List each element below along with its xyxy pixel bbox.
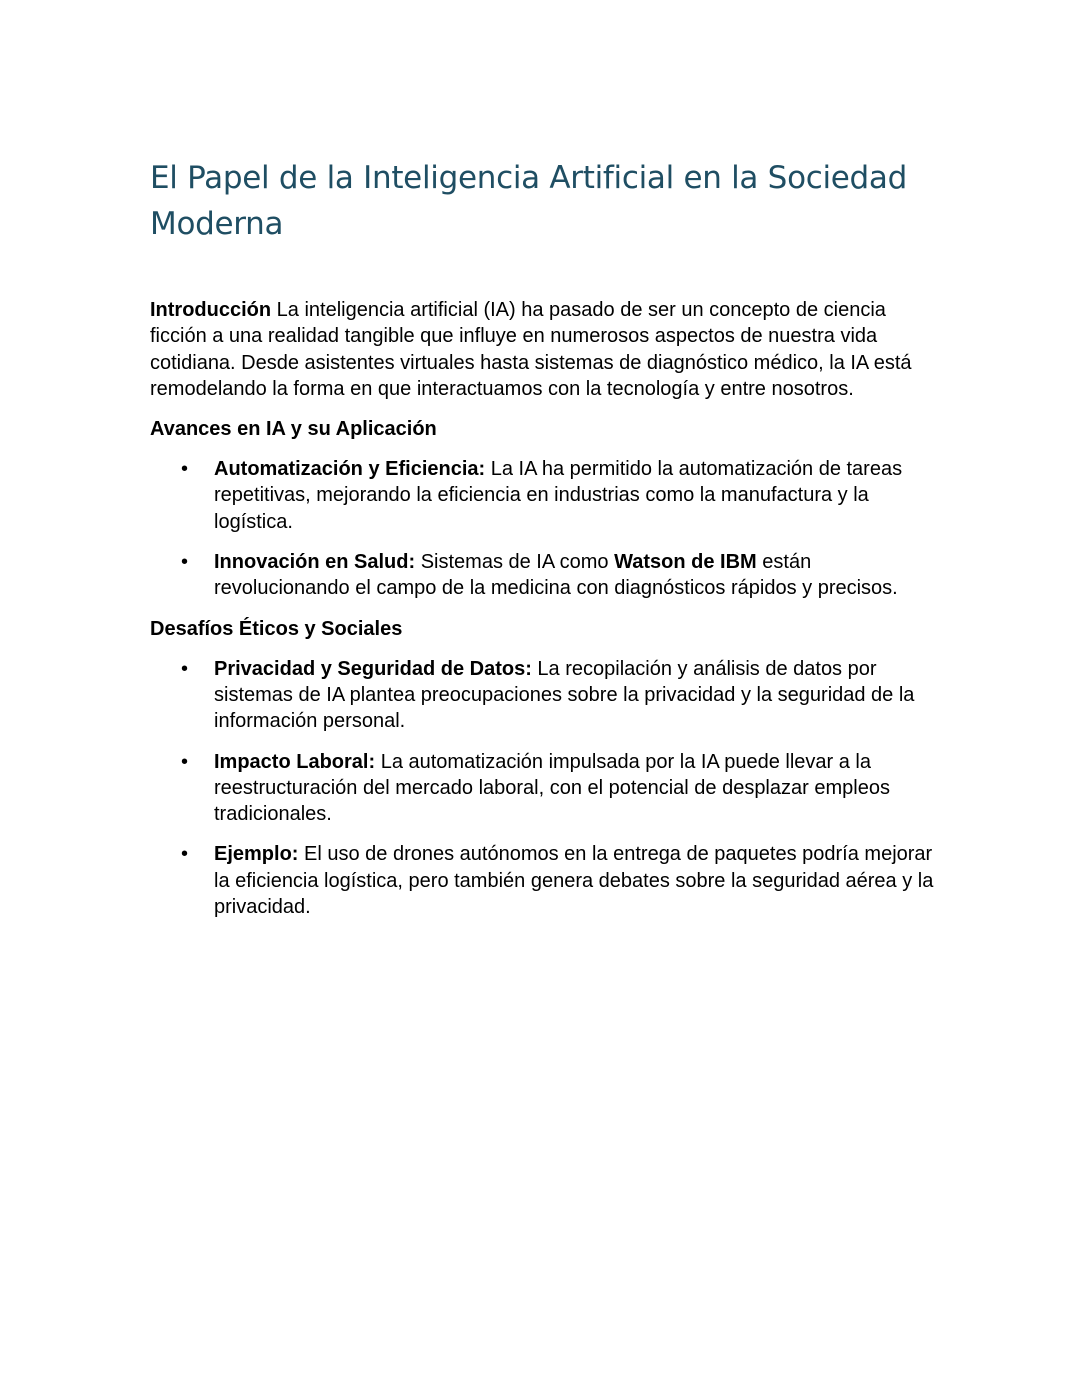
item-label: Innovación en Salud: bbox=[214, 551, 416, 574]
list-item bbox=[150, 656, 940, 735]
document-title: El Papel de la Inteligencia Artificial en la Sociedad Moderna bbox=[150, 160, 908, 242]
intro-paragraph bbox=[150, 297, 940, 402]
item-text: La automatización impulsada por la IA puede llevar a la reestructuración del mercado laboral, con el potencial de desplazar empleos tradicionales. bbox=[214, 750, 890, 826]
item-label: Privacidad y Seguridad de Datos: bbox=[214, 657, 532, 680]
item-text: El uso de drones autónomos en la entrega de paquetes podría mejorar la eficiencia logística, pero también genera debates sobre la seguridad aérea y la privacidad. bbox=[214, 843, 934, 919]
item-text: La recopilación y análisis de datos por sistemas de IA plantea preocupaciones sobre la privacidad y la seguridad de la información personal. bbox=[214, 657, 915, 733]
list-avances bbox=[150, 456, 940, 601]
intro-text: La inteligencia artificial (IA) ha pasado de ser un concepto de ciencia ficción a una realidad tangible que influye en numerosos aspectos de nuestra vida cotidiana. Desde asistentes virtuales hasta sistemas de diagnóstico médico, la IA está remodelando la forma en que interactuamos con la tecnología y entre nosotros. bbox=[150, 299, 912, 400]
section-heading-avances: Avances en IA y su Aplicación bbox=[150, 418, 437, 441]
list-item bbox=[150, 841, 940, 920]
item-text: La IA ha permitido la automatización de tareas repetitivas, mejorando la eficiencia en industrias como la manufactura y la logística. bbox=[214, 458, 903, 533]
item-label: Automatización y Eficiencia: bbox=[214, 458, 486, 481]
intro-label: Introducción bbox=[150, 299, 272, 321]
list-item bbox=[150, 456, 940, 535]
document-page bbox=[150, 155, 940, 920]
section-heading-desafios: Desafíos Éticos y Sociales bbox=[150, 617, 403, 640]
item-label: Impacto Laboral: bbox=[214, 750, 376, 773]
bullet-icon: • bbox=[181, 750, 189, 773]
list-desafios bbox=[150, 656, 940, 921]
bullet-icon: • bbox=[181, 458, 189, 481]
item-label: Ejemplo: bbox=[214, 843, 299, 866]
bullet-icon: • bbox=[181, 551, 189, 574]
item-bold-inline: Watson de IBM bbox=[614, 551, 757, 574]
bullet-icon: • bbox=[181, 843, 189, 866]
item-text: están revolucionando el campo de la medicina con diagnósticos rápidos y precisos. bbox=[214, 551, 898, 600]
item-text: Sistemas de IA como bbox=[415, 551, 615, 574]
bullet-icon: • bbox=[181, 657, 189, 680]
list-item bbox=[150, 549, 940, 602]
list-item bbox=[150, 749, 940, 828]
